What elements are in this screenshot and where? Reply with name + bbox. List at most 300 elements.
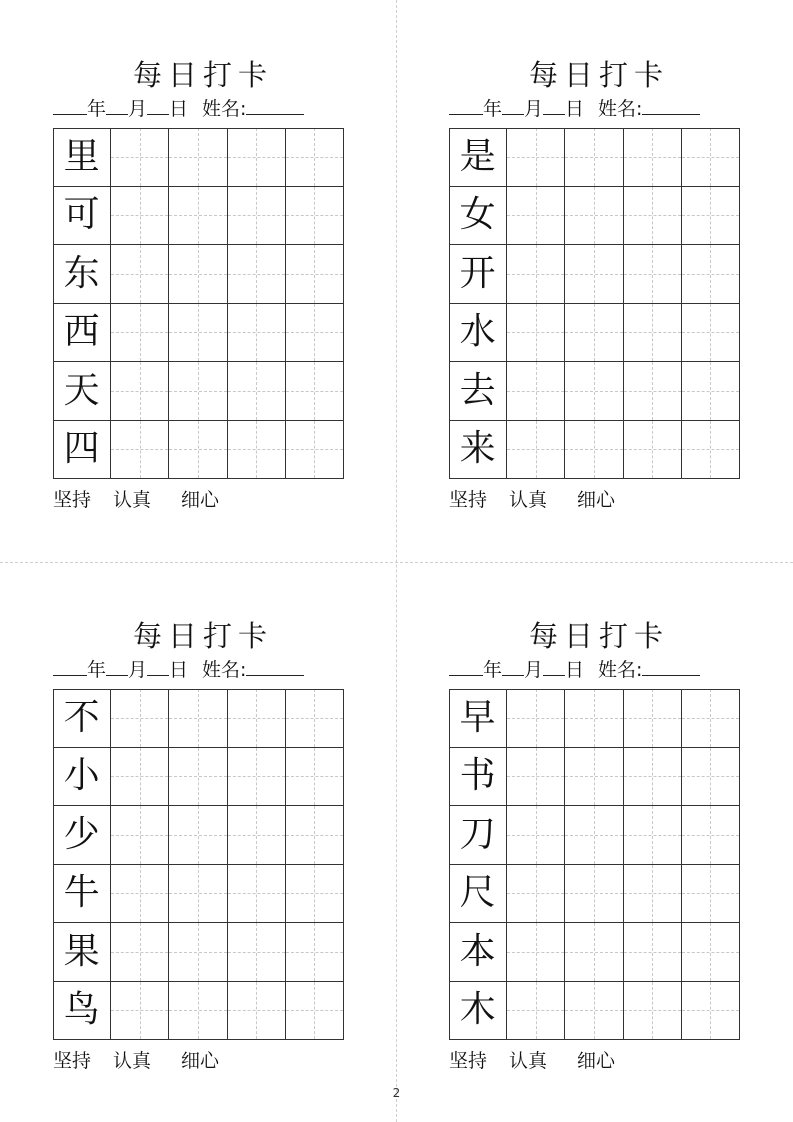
guide-line-vertical bbox=[256, 187, 257, 245]
card-footer bbox=[53, 488, 219, 512]
practice-cell[interactable] bbox=[565, 982, 623, 1041]
guide-line-vertical bbox=[256, 245, 257, 303]
practice-cell[interactable] bbox=[624, 923, 682, 982]
footer-motto: 坚持 bbox=[449, 1050, 488, 1072]
guide-line-vertical bbox=[314, 748, 315, 806]
practice-cell[interactable] bbox=[286, 187, 344, 246]
model-character-cell bbox=[449, 689, 507, 748]
footer-motto: 细心 bbox=[577, 1050, 616, 1072]
model-character: 少 bbox=[63, 813, 100, 855]
practice-cell[interactable] bbox=[507, 923, 565, 982]
practice-cell[interactable] bbox=[228, 689, 286, 748]
practice-cell[interactable] bbox=[111, 865, 169, 924]
practice-cell[interactable] bbox=[565, 304, 623, 363]
year-blank[interactable] bbox=[53, 96, 87, 115]
model-character: 可 bbox=[63, 194, 100, 236]
guide-line-vertical bbox=[536, 362, 537, 420]
guide-line-vertical bbox=[256, 982, 257, 1040]
practice-cell[interactable] bbox=[682, 362, 740, 421]
card-title: 每日打卡 bbox=[528, 619, 669, 653]
guide-line-vertical bbox=[256, 865, 257, 923]
practice-cell[interactable] bbox=[111, 187, 169, 246]
year-label: 年 bbox=[87, 98, 107, 120]
practice-cell[interactable] bbox=[169, 245, 227, 304]
guide-line-vertical bbox=[536, 421, 537, 479]
practice-cell[interactable] bbox=[286, 923, 344, 982]
guide-line-vertical bbox=[198, 748, 199, 806]
guide-line-vertical bbox=[536, 245, 537, 303]
practice-cell[interactable] bbox=[682, 865, 740, 924]
model-character: 去 bbox=[459, 369, 496, 411]
practice-cell[interactable] bbox=[228, 245, 286, 304]
practice-card bbox=[449, 0, 749, 511]
guide-line-vertical bbox=[140, 748, 141, 806]
guide-line-vertical bbox=[256, 304, 257, 362]
guide-line-vertical bbox=[536, 689, 537, 747]
practice-cell[interactable] bbox=[286, 304, 344, 363]
practice-cell[interactable] bbox=[682, 421, 740, 480]
practice-cell[interactable] bbox=[507, 748, 565, 807]
guide-line-vertical bbox=[536, 806, 537, 864]
practice-cell[interactable] bbox=[682, 128, 740, 187]
year-label: 年 bbox=[483, 98, 503, 120]
practice-cell[interactable] bbox=[565, 865, 623, 924]
practice-cell[interactable] bbox=[624, 865, 682, 924]
practice-cell[interactable] bbox=[624, 245, 682, 304]
practice-cell[interactable] bbox=[169, 187, 227, 246]
card-title: 每日打卡 bbox=[132, 619, 273, 653]
guide-line-vertical bbox=[140, 689, 141, 747]
name-label: 姓名: bbox=[202, 98, 247, 120]
practice-cell[interactable] bbox=[682, 806, 740, 865]
writing-grid bbox=[449, 128, 740, 479]
name-blank[interactable] bbox=[642, 96, 700, 115]
month-label: 月 bbox=[524, 98, 544, 120]
practice-cell[interactable] bbox=[169, 982, 227, 1041]
practice-cell[interactable] bbox=[169, 806, 227, 865]
guide-line-vertical bbox=[314, 865, 315, 923]
guide-line-vertical bbox=[256, 806, 257, 864]
guide-line-vertical bbox=[652, 421, 653, 479]
guide-line-vertical bbox=[140, 982, 141, 1040]
guide-line-vertical bbox=[652, 982, 653, 1040]
model-character-cell bbox=[449, 245, 507, 304]
guide-line-vertical bbox=[314, 806, 315, 864]
guide-line-vertical bbox=[256, 421, 257, 479]
guide-line-vertical bbox=[652, 245, 653, 303]
month-label: 月 bbox=[128, 659, 148, 681]
guide-line-vertical bbox=[710, 982, 711, 1040]
practice-cell[interactable] bbox=[624, 304, 682, 363]
guide-line-vertical bbox=[594, 923, 595, 981]
footer-motto: 认真 bbox=[509, 1050, 548, 1072]
practice-cell[interactable] bbox=[624, 689, 682, 748]
guide-line-vertical bbox=[536, 128, 537, 186]
date-name-line bbox=[53, 96, 353, 121]
practice-cell[interactable] bbox=[624, 748, 682, 807]
guide-line-vertical bbox=[198, 806, 199, 864]
guide-line-vertical bbox=[710, 806, 711, 864]
model-character: 女 bbox=[459, 194, 496, 236]
guide-line-vertical bbox=[314, 982, 315, 1040]
practice-cell[interactable] bbox=[507, 421, 565, 480]
practice-cell[interactable] bbox=[565, 362, 623, 421]
day-label: 日 bbox=[169, 98, 189, 120]
day-label: 日 bbox=[565, 98, 585, 120]
guide-line-vertical bbox=[314, 362, 315, 420]
practice-cell[interactable] bbox=[507, 806, 565, 865]
guide-line-vertical bbox=[140, 128, 141, 186]
guide-line-vertical bbox=[652, 187, 653, 245]
guide-line-vertical bbox=[314, 923, 315, 981]
day-blank[interactable] bbox=[147, 657, 169, 676]
practice-card bbox=[449, 561, 749, 1072]
guide-line-vertical bbox=[256, 689, 257, 747]
name-blank[interactable] bbox=[642, 657, 700, 676]
guide-line-vertical bbox=[314, 128, 315, 186]
practice-cell[interactable] bbox=[228, 187, 286, 246]
day-label: 日 bbox=[169, 659, 189, 681]
guide-line-vertical bbox=[198, 245, 199, 303]
practice-cell[interactable] bbox=[169, 923, 227, 982]
model-character-cell bbox=[53, 128, 111, 187]
guide-line-vertical bbox=[198, 923, 199, 981]
practice-cell[interactable] bbox=[565, 689, 623, 748]
month-blank[interactable] bbox=[106, 657, 128, 676]
card-title: 每日打卡 bbox=[528, 58, 669, 92]
guide-line-vertical bbox=[652, 689, 653, 747]
model-character: 是 bbox=[459, 135, 496, 177]
model-character: 天 bbox=[63, 369, 100, 411]
practice-cell[interactable] bbox=[507, 245, 565, 304]
card-footer bbox=[53, 1049, 219, 1073]
model-character-cell bbox=[53, 982, 111, 1041]
practice-cell[interactable] bbox=[507, 689, 565, 748]
practice-cell[interactable] bbox=[111, 421, 169, 480]
practice-cell[interactable] bbox=[169, 865, 227, 924]
guide-line-vertical bbox=[710, 923, 711, 981]
practice-cell[interactable] bbox=[169, 128, 227, 187]
guide-line-vertical bbox=[536, 982, 537, 1040]
model-character-cell bbox=[53, 304, 111, 363]
model-character: 刀 bbox=[459, 813, 496, 855]
footer-motto: 坚持 bbox=[449, 489, 488, 511]
practice-cell[interactable] bbox=[682, 982, 740, 1041]
practice-cell[interactable] bbox=[624, 806, 682, 865]
practice-cell[interactable] bbox=[682, 923, 740, 982]
guide-line-vertical bbox=[256, 748, 257, 806]
practice-cell[interactable] bbox=[507, 187, 565, 246]
practice-cell[interactable] bbox=[111, 806, 169, 865]
guide-line-vertical bbox=[256, 923, 257, 981]
practice-cell[interactable] bbox=[228, 865, 286, 924]
practice-cell[interactable] bbox=[286, 982, 344, 1041]
day-blank[interactable] bbox=[543, 657, 565, 676]
footer-motto: 认真 bbox=[113, 489, 152, 511]
guide-line-vertical bbox=[536, 187, 537, 245]
practice-cell[interactable] bbox=[565, 128, 623, 187]
guide-line-vertical bbox=[198, 128, 199, 186]
model-character: 鸟 bbox=[63, 989, 100, 1031]
practice-cell[interactable] bbox=[507, 982, 565, 1041]
footer-motto: 细心 bbox=[181, 489, 220, 511]
practice-cell[interactable] bbox=[111, 362, 169, 421]
card-footer bbox=[449, 1049, 615, 1073]
guide-line-vertical bbox=[314, 245, 315, 303]
practice-cell[interactable] bbox=[682, 245, 740, 304]
year-label: 年 bbox=[483, 659, 503, 681]
practice-cell[interactable] bbox=[286, 362, 344, 421]
practice-cell[interactable] bbox=[111, 982, 169, 1041]
name-blank[interactable] bbox=[246, 96, 304, 115]
model-character: 水 bbox=[459, 311, 496, 353]
model-character: 书 bbox=[459, 755, 496, 797]
footer-motto: 认真 bbox=[509, 489, 548, 511]
guide-line-vertical bbox=[594, 187, 595, 245]
practice-cell[interactable] bbox=[111, 128, 169, 187]
guide-line-vertical bbox=[710, 128, 711, 186]
guide-line-vertical bbox=[594, 689, 595, 747]
model-character: 东 bbox=[63, 252, 100, 294]
guide-line-vertical bbox=[710, 362, 711, 420]
guide-line-vertical bbox=[594, 304, 595, 362]
practice-cell[interactable] bbox=[111, 304, 169, 363]
guide-line-vertical bbox=[140, 923, 141, 981]
practice-cell[interactable] bbox=[286, 245, 344, 304]
practice-cell[interactable] bbox=[565, 187, 623, 246]
day-blank[interactable] bbox=[543, 96, 565, 115]
practice-cell[interactable] bbox=[565, 421, 623, 480]
guide-line-vertical bbox=[710, 421, 711, 479]
practice-cell[interactable] bbox=[169, 421, 227, 480]
footer-motto: 坚持 bbox=[53, 1050, 92, 1072]
guide-line-vertical bbox=[256, 362, 257, 420]
model-character-cell bbox=[449, 187, 507, 246]
model-character-cell bbox=[53, 421, 111, 480]
model-character: 四 bbox=[63, 428, 100, 470]
guide-line-vertical bbox=[198, 982, 199, 1040]
practice-cell[interactable] bbox=[682, 689, 740, 748]
guide-line-vertical bbox=[710, 304, 711, 362]
model-character: 本 bbox=[459, 930, 496, 972]
model-character: 不 bbox=[63, 696, 100, 738]
model-character-cell bbox=[449, 923, 507, 982]
model-character: 开 bbox=[459, 252, 496, 294]
writing-grid bbox=[53, 128, 344, 479]
practice-cell[interactable] bbox=[565, 748, 623, 807]
guide-line-vertical bbox=[140, 362, 141, 420]
guide-line-vertical bbox=[140, 245, 141, 303]
guide-line-vertical bbox=[140, 806, 141, 864]
month-blank[interactable] bbox=[502, 96, 524, 115]
model-character-cell bbox=[449, 806, 507, 865]
guide-line-vertical bbox=[198, 304, 199, 362]
guide-line-vertical bbox=[594, 806, 595, 864]
guide-line-vertical bbox=[536, 923, 537, 981]
day-label: 日 bbox=[565, 659, 585, 681]
practice-cell[interactable] bbox=[507, 304, 565, 363]
guide-line-vertical bbox=[314, 421, 315, 479]
guide-line-vertical bbox=[198, 689, 199, 747]
model-character: 果 bbox=[63, 930, 100, 972]
name-label: 姓名: bbox=[598, 98, 643, 120]
name-blank[interactable] bbox=[246, 657, 304, 676]
year-blank[interactable] bbox=[53, 657, 87, 676]
practice-cell[interactable] bbox=[286, 865, 344, 924]
guide-line-vertical bbox=[710, 245, 711, 303]
guide-line-vertical bbox=[594, 245, 595, 303]
guide-line-vertical bbox=[652, 806, 653, 864]
practice-cell[interactable] bbox=[624, 421, 682, 480]
model-character-cell bbox=[53, 187, 111, 246]
practice-cell[interactable] bbox=[111, 689, 169, 748]
guide-line-vertical bbox=[198, 362, 199, 420]
model-character: 里 bbox=[63, 135, 100, 177]
guide-line-vertical bbox=[198, 187, 199, 245]
month-blank[interactable] bbox=[502, 657, 524, 676]
practice-card bbox=[53, 561, 353, 1072]
month-blank[interactable] bbox=[106, 96, 128, 115]
page-number: 2 bbox=[392, 1086, 401, 1100]
card-title: 每日打卡 bbox=[132, 58, 273, 92]
writing-grid bbox=[449, 689, 740, 1040]
guide-line-vertical bbox=[314, 187, 315, 245]
model-character-cell bbox=[449, 748, 507, 807]
practice-cell[interactable] bbox=[228, 421, 286, 480]
practice-cell[interactable] bbox=[228, 362, 286, 421]
practice-cell[interactable] bbox=[169, 304, 227, 363]
practice-cell[interactable] bbox=[507, 128, 565, 187]
model-character: 木 bbox=[459, 989, 496, 1031]
model-character-cell bbox=[53, 806, 111, 865]
model-character: 牛 bbox=[63, 872, 100, 914]
model-character-cell bbox=[449, 421, 507, 480]
practice-cell[interactable] bbox=[228, 982, 286, 1041]
practice-cell[interactable] bbox=[228, 806, 286, 865]
month-label: 月 bbox=[524, 659, 544, 681]
guide-line-vertical bbox=[652, 865, 653, 923]
year-label: 年 bbox=[87, 659, 107, 681]
practice-cell[interactable] bbox=[286, 748, 344, 807]
model-character: 早 bbox=[459, 696, 496, 738]
practice-card bbox=[53, 0, 353, 511]
guide-line-vertical bbox=[710, 748, 711, 806]
guide-line-vertical bbox=[140, 421, 141, 479]
model-character-cell bbox=[449, 128, 507, 187]
model-character-cell bbox=[53, 865, 111, 924]
guide-line-vertical bbox=[594, 748, 595, 806]
practice-cell[interactable] bbox=[565, 806, 623, 865]
name-label: 姓名: bbox=[598, 659, 643, 681]
model-character: 小 bbox=[63, 755, 100, 797]
practice-cell[interactable] bbox=[111, 748, 169, 807]
date-name-line bbox=[449, 96, 749, 121]
practice-cell[interactable] bbox=[507, 362, 565, 421]
writing-grid bbox=[53, 689, 344, 1040]
guide-line-vertical bbox=[594, 421, 595, 479]
model-character-cell bbox=[449, 304, 507, 363]
guide-line-vertical bbox=[710, 187, 711, 245]
vertical-cut-line bbox=[396, 0, 397, 1122]
footer-motto: 细心 bbox=[181, 1050, 220, 1072]
day-blank[interactable] bbox=[147, 96, 169, 115]
model-character-cell bbox=[53, 362, 111, 421]
model-character-cell bbox=[449, 362, 507, 421]
footer-motto: 细心 bbox=[577, 489, 616, 511]
guide-line-vertical bbox=[594, 362, 595, 420]
practice-cell[interactable] bbox=[286, 806, 344, 865]
guide-line-vertical bbox=[198, 865, 199, 923]
year-blank[interactable] bbox=[449, 96, 483, 115]
practice-cell[interactable] bbox=[111, 245, 169, 304]
guide-line-vertical bbox=[536, 304, 537, 362]
guide-line-vertical bbox=[140, 304, 141, 362]
guide-line-vertical bbox=[710, 865, 711, 923]
guide-line-vertical bbox=[594, 865, 595, 923]
guide-line-vertical bbox=[140, 187, 141, 245]
practice-cell[interactable] bbox=[624, 982, 682, 1041]
practice-cell[interactable] bbox=[682, 748, 740, 807]
guide-line-vertical bbox=[314, 304, 315, 362]
practice-cell[interactable] bbox=[624, 187, 682, 246]
practice-cell[interactable] bbox=[286, 689, 344, 748]
footer-motto: 坚持 bbox=[53, 489, 92, 511]
guide-line-vertical bbox=[140, 865, 141, 923]
practice-cell[interactable] bbox=[169, 748, 227, 807]
guide-line-vertical bbox=[198, 421, 199, 479]
practice-cell[interactable] bbox=[624, 362, 682, 421]
model-character-cell bbox=[53, 748, 111, 807]
guide-line-vertical bbox=[652, 923, 653, 981]
name-label: 姓名: bbox=[202, 659, 247, 681]
model-character-cell bbox=[53, 923, 111, 982]
practice-cell[interactable] bbox=[565, 923, 623, 982]
practice-cell[interactable] bbox=[228, 748, 286, 807]
year-blank[interactable] bbox=[449, 657, 483, 676]
guide-line-vertical bbox=[314, 689, 315, 747]
practice-cell[interactable] bbox=[682, 187, 740, 246]
model-character-cell bbox=[53, 245, 111, 304]
practice-cell[interactable] bbox=[169, 362, 227, 421]
guide-line-vertical bbox=[594, 128, 595, 186]
guide-line-vertical bbox=[652, 128, 653, 186]
practice-cell[interactable] bbox=[624, 128, 682, 187]
practice-cell[interactable] bbox=[565, 245, 623, 304]
practice-cell[interactable] bbox=[507, 865, 565, 924]
footer-motto: 认真 bbox=[113, 1050, 152, 1072]
guide-line-vertical bbox=[594, 982, 595, 1040]
practice-cell[interactable] bbox=[228, 128, 286, 187]
date-name-line bbox=[449, 657, 749, 682]
model-character: 来 bbox=[459, 428, 496, 470]
guide-line-vertical bbox=[710, 689, 711, 747]
guide-line-vertical bbox=[256, 128, 257, 186]
guide-line-vertical bbox=[652, 748, 653, 806]
model-character-cell bbox=[449, 865, 507, 924]
guide-line-vertical bbox=[536, 748, 537, 806]
practice-cell[interactable] bbox=[682, 304, 740, 363]
guide-line-vertical bbox=[652, 362, 653, 420]
practice-cell[interactable] bbox=[169, 689, 227, 748]
month-label: 月 bbox=[128, 98, 148, 120]
practice-cell[interactable] bbox=[111, 923, 169, 982]
practice-cell[interactable] bbox=[228, 923, 286, 982]
model-character-cell bbox=[449, 982, 507, 1041]
practice-cell[interactable] bbox=[286, 421, 344, 480]
guide-line-vertical bbox=[536, 865, 537, 923]
practice-cell[interactable] bbox=[286, 128, 344, 187]
practice-cell[interactable] bbox=[228, 304, 286, 363]
